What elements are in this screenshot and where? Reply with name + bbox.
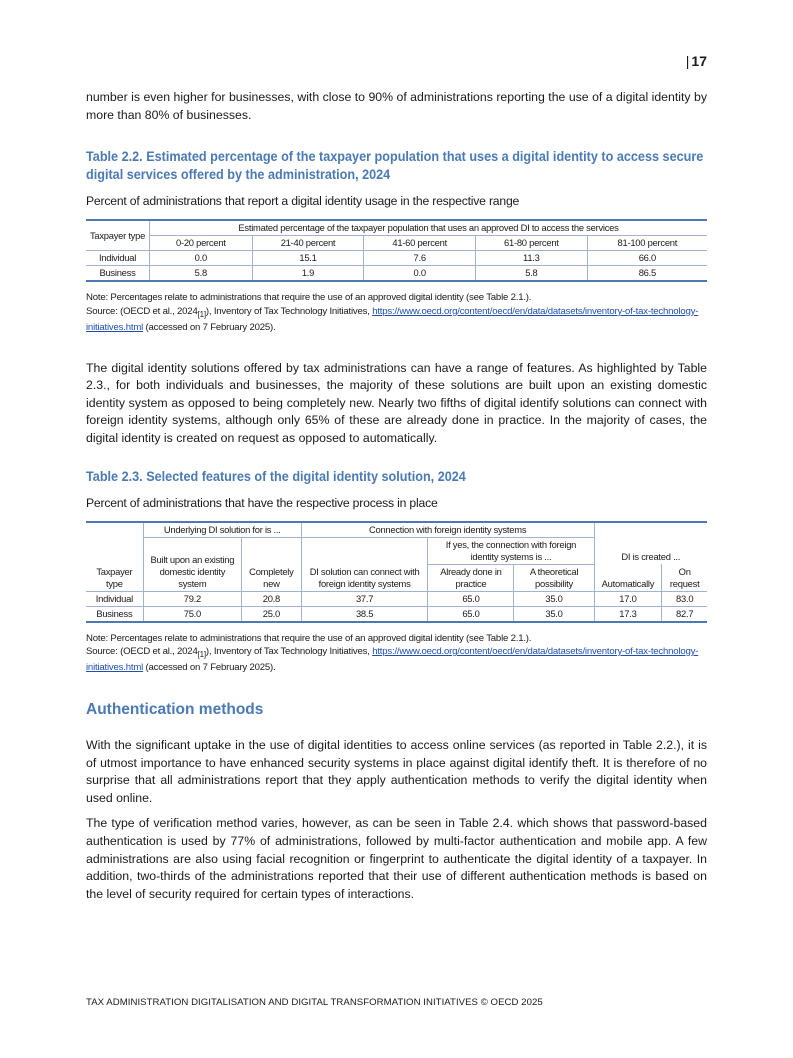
table-2-3-header-type: Taxpayer type: [86, 522, 143, 592]
table-2-2-notes: [86, 291, 707, 334]
table-2-2-subtitle: Percent of administrations that report a digital identity usage in the respective range: [86, 194, 520, 209]
source-ref: [1]: [197, 309, 206, 319]
table-cell: 11.3: [476, 251, 588, 266]
page-content: [86, 89, 707, 911]
page-number-separator: |: [685, 53, 690, 69]
table-cell: 82.7: [662, 606, 707, 622]
page-number-value: 17: [691, 53, 707, 69]
row-label: Business: [86, 266, 150, 282]
source-prefix: Source: (OECD et al., 2024: [86, 305, 198, 317]
table-cell: 15.1: [252, 251, 364, 266]
source-suffix: (accessed on 7 February 2025).: [143, 662, 276, 674]
table-cell: 7.6: [364, 251, 476, 266]
table-cell: 37.7: [301, 591, 428, 606]
table-cell: 35.0: [514, 606, 594, 622]
table-2-2-note: Note: Percentages relate to administrations that require the use of an approved digital identity (see Table 2.1.).: [86, 292, 532, 304]
table-2-3-source: [86, 645, 707, 675]
table-2-2-caption: Table 2.2. Estimated percentage of the taxpayer population that uses a digital identity to access secure digital services offered by the administration, 2024: [86, 149, 704, 183]
table-2-3-group-created: DI is created ...: [594, 522, 707, 565]
table-2-2-header-group: Estimated percentage of the taxpayer population that uses an approved DI to access the services: [150, 220, 708, 236]
table-2-3-group-underlying: Underlying DI solution for is ...: [143, 522, 301, 538]
table-cell: 17.0: [594, 591, 662, 606]
table-cell: 20.8: [242, 591, 302, 606]
table-cell: 0.0: [364, 266, 476, 282]
auth-paragraph: The type of verification method varies, however, as can be seen in Table 2.4. which shows that password-based authentication is used by 77% of administrations, followed by multi-factor authentication and mobile app. A few administrations are also using facial recognition or fingerprint to authenticate the digital identity of a taxpayer. In addition, two-thirds of the administrations reported that their use of different authentication methods is based on the level of security required for certain types of interactions.: [86, 816, 707, 901]
table-2-3-col-header: Already done in practice: [428, 564, 514, 591]
source-link[interactable]: https://www.oecd.org/content/oecd/en/data/datasets/inventory-of-tax-technology-initiatives.html: [86, 305, 699, 334]
table-2-3-group-connection: Connection with foreign identity systems: [301, 522, 594, 538]
table-2-2-col-header: 41-60 percent: [364, 236, 476, 251]
source-suffix: (accessed on 7 February 2025).: [143, 322, 276, 334]
auth-paragraph: With the significant uptake in the use of digital identities to access online services (as reported in Table 2.2.), it is of utmost importance to have enhanced security systems in place against digital identify theft. It is therefore of no surprise that all administrations report that they apply authentication methods to verify the digital identity when used online.: [86, 737, 707, 805]
table-cell: 1.9: [252, 266, 364, 282]
row-label: Individual: [86, 591, 143, 606]
page-footer: TAX ADMINISTRATION DIGITALISATION AND DIGITAL TRANSFORMATION INITIATIVES © OECD 2025: [86, 997, 543, 1008]
section-heading-authentication: Authentication methods: [86, 700, 264, 718]
table-cell: 65.0: [428, 606, 514, 622]
table-cell: 83.0: [662, 591, 707, 606]
table-cell: 65.0: [428, 591, 514, 606]
table-cell: 35.0: [514, 591, 594, 606]
source-text: ), Inventory of Tax Technology Initiatives,: [205, 305, 373, 317]
table-2-3-col-header: On request: [662, 564, 707, 591]
source-prefix: Source: (OECD et al., 2024: [86, 646, 198, 658]
table-2-3-col-header: Built upon an existing domestic identity system: [143, 537, 241, 591]
table-cell: 17.3: [594, 606, 662, 622]
row-label: Individual: [86, 251, 150, 266]
table-cell: 0.0: [150, 251, 253, 266]
table-2-3-subtitle: Percent of administrations that have the respective process in place: [86, 495, 438, 510]
table-row: [86, 591, 707, 606]
table-2-3: [86, 521, 707, 623]
page-number: [686, 53, 707, 69]
table-2-2-col-header: 81-100 percent: [587, 236, 707, 251]
source-ref: [1]: [197, 649, 206, 659]
table-cell: 38.5: [301, 606, 428, 622]
table-2-3-note: Note: Percentages relate to administrations that require the use of an approved digital identity (see Table 2.1.).: [86, 632, 532, 644]
table-2-2-col-header: 61-80 percent: [476, 236, 588, 251]
table-2-3-group-ifyes: If yes, the connection with foreign identity systems is ...: [428, 537, 594, 564]
table-2-3-notes: [86, 632, 707, 675]
middle-paragraph: The digital identity solutions offered by tax administrations can have a range of features. As highlighted by Table 2.3., for both individuals and businesses, the majority of these solutions are built upon an existing domestic identity system as opposed to being completely new. Nearly two fifths of digital identify solutions can connect with foreign identity systems, although only 65% of these are already done in practice. In the majority of cases, the digital identity is created on request as opposed to automatically.: [86, 360, 707, 445]
table-cell: 79.2: [143, 591, 241, 606]
table-2-3-col-header: Completely new: [242, 537, 302, 591]
table-cell: 66.0: [587, 251, 707, 266]
table-2-3-col-header: A theoretical possibility: [514, 564, 594, 591]
row-label: Business: [86, 606, 143, 622]
table-cell: 75.0: [143, 606, 241, 622]
table-row: [86, 266, 707, 282]
source-link[interactable]: https://www.oecd.org/content/oecd/en/data/datasets/inventory-of-tax-technology-initiatives.html: [86, 646, 699, 674]
table-2-2-col-header: 0-20 percent: [150, 236, 253, 251]
table-2-3-col-header: DI solution can connect with foreign identity systems: [301, 537, 428, 591]
table-2-2-header-type: Taxpayer type: [86, 220, 150, 251]
table-row: [86, 251, 707, 266]
source-text: ), Inventory of Tax Technology Initiatives,: [205, 646, 373, 658]
intro-paragraph: number is even higher for businesses, with close to 90% of administrations reporting the use of a digital identity by more than 80% of businesses.: [86, 90, 707, 122]
table-row: [86, 606, 707, 622]
table-2-2: [86, 219, 707, 282]
table-cell: 5.8: [150, 266, 253, 282]
table-2-3-caption: Table 2.3. Selected features of the digital identity solution, 2024: [86, 468, 466, 484]
table-cell: 86.5: [587, 266, 707, 282]
table-2-3-col-header: Automatically: [594, 564, 662, 591]
table-cell: 25.0: [242, 606, 302, 622]
table-2-2-source: [86, 305, 707, 335]
table-cell: 5.8: [476, 266, 588, 282]
table-2-2-col-header: 21-40 percent: [252, 236, 364, 251]
